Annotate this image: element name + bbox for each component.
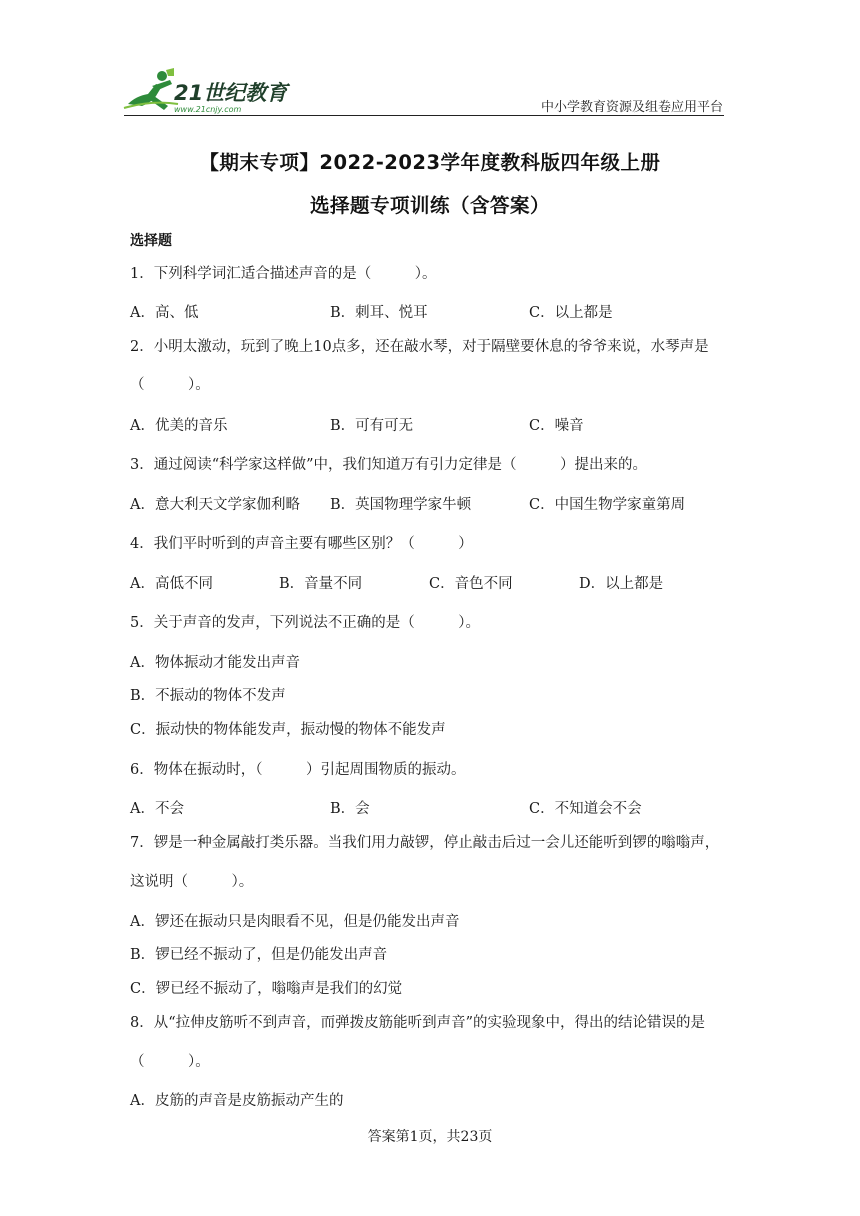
question-1-stem: 1．下列科学词汇适合描述声音的是（ ）。	[130, 266, 437, 282]
question-6-option-a: A．不会	[130, 801, 184, 817]
question-6-option-c: C．不知道会不会	[529, 801, 642, 817]
runner-icon	[124, 68, 178, 110]
question-7-option-a: A．锣还在振动只是肉眼看不见，但是仍能发出声音	[130, 914, 460, 930]
question-5-option-c: C．振动快的物体能发声，振动慢的物体不能发声	[130, 722, 446, 738]
question-7-option-c: C．锣已经不振动了，嗡嗡声是我们的幻觉	[130, 981, 403, 997]
logo	[122, 66, 297, 114]
question-3-stem: 3．通过阅读“科学家这样做”中，我们知道万有引力定律是（ ）提出来的。	[130, 457, 648, 473]
page-header	[0, 0, 860, 120]
question-7-option-b: B．锣已经不振动了，但是仍能发出声音	[130, 947, 388, 963]
question-7-stem-cont: 这说明（ ）。	[130, 874, 254, 890]
header-divider	[124, 115, 724, 116]
question-4-option-a: A．高低不同	[130, 576, 213, 592]
question-1-option-c: C．以上都是	[529, 305, 613, 321]
question-1-option-a: A．高、低	[130, 305, 199, 321]
page-footer: 答案第1页，共23页	[367, 1129, 493, 1145]
question-5-option-b: B．不振动的物体不发声	[130, 688, 286, 704]
question-8-stem: 8．从“拉伸皮筋听不到声音，而弹拨皮筋能听到声音”的实验现象中，得出的结论错误的是	[130, 1015, 706, 1031]
question-6-option-b: B．会	[330, 801, 370, 817]
question-2-option-a: A．优美的音乐	[130, 418, 228, 434]
question-4-option-b: B．音量不同	[279, 576, 363, 592]
question-2-stem: 2．小明太激动，玩到了晚上10点多，还在敲水琴，对于隔壁要休息的爷爷来说，水琴声是	[130, 339, 709, 355]
logo-url: www.21cnjy.com	[174, 105, 242, 114]
question-5-option-a: A．物体振动才能发出声音	[130, 655, 300, 671]
question-3-option-b: B．英国物理学家牛顿	[330, 497, 472, 513]
page-subtitle: 选择题专项训练（含答案）	[309, 194, 550, 217]
question-3-option-a: A．意大利天文学家伽利略	[130, 497, 300, 513]
question-2-stem-cont: （ ）。	[130, 377, 210, 393]
question-4-stem: 4．我们平时听到的声音主要有哪些区别？（ ）	[130, 536, 473, 552]
page-title: 【期末专项】2022-2023学年度教科版四年级上册	[199, 151, 661, 174]
question-7-stem: 7．锣是一种金属敲打类乐器。当我们用力敲锣，停止敲击后过一会儿还能听到锣的嗡嗡声，	[130, 835, 720, 851]
question-8-option-a: A．皮筋的声音是皮筋振动产生的	[130, 1093, 344, 1109]
question-4-option-d: D．以上都是	[579, 576, 664, 592]
question-2-option-c: C．噪音	[529, 418, 584, 434]
question-5-stem: 5．关于声音的发声，下列说法不正确的是（ ）。	[130, 615, 480, 631]
section-label: 选择题	[130, 233, 172, 249]
question-6-stem: 6．物体在振动时，（ ）引起周围物质的振动。	[130, 762, 466, 778]
logo-text: 21世纪教育	[174, 81, 288, 105]
question-4-option-c: C．音色不同	[429, 576, 513, 592]
question-8-stem-cont: （ ）。	[130, 1054, 210, 1070]
question-2-option-b: B．可有可无	[330, 418, 414, 434]
question-3-option-c: C．中国生物学家童第周	[529, 497, 686, 513]
question-1-option-b: B．刺耳、悦耳	[330, 305, 428, 321]
platform-name: 中小学教育资源及组卷应用平台	[540, 100, 723, 115]
